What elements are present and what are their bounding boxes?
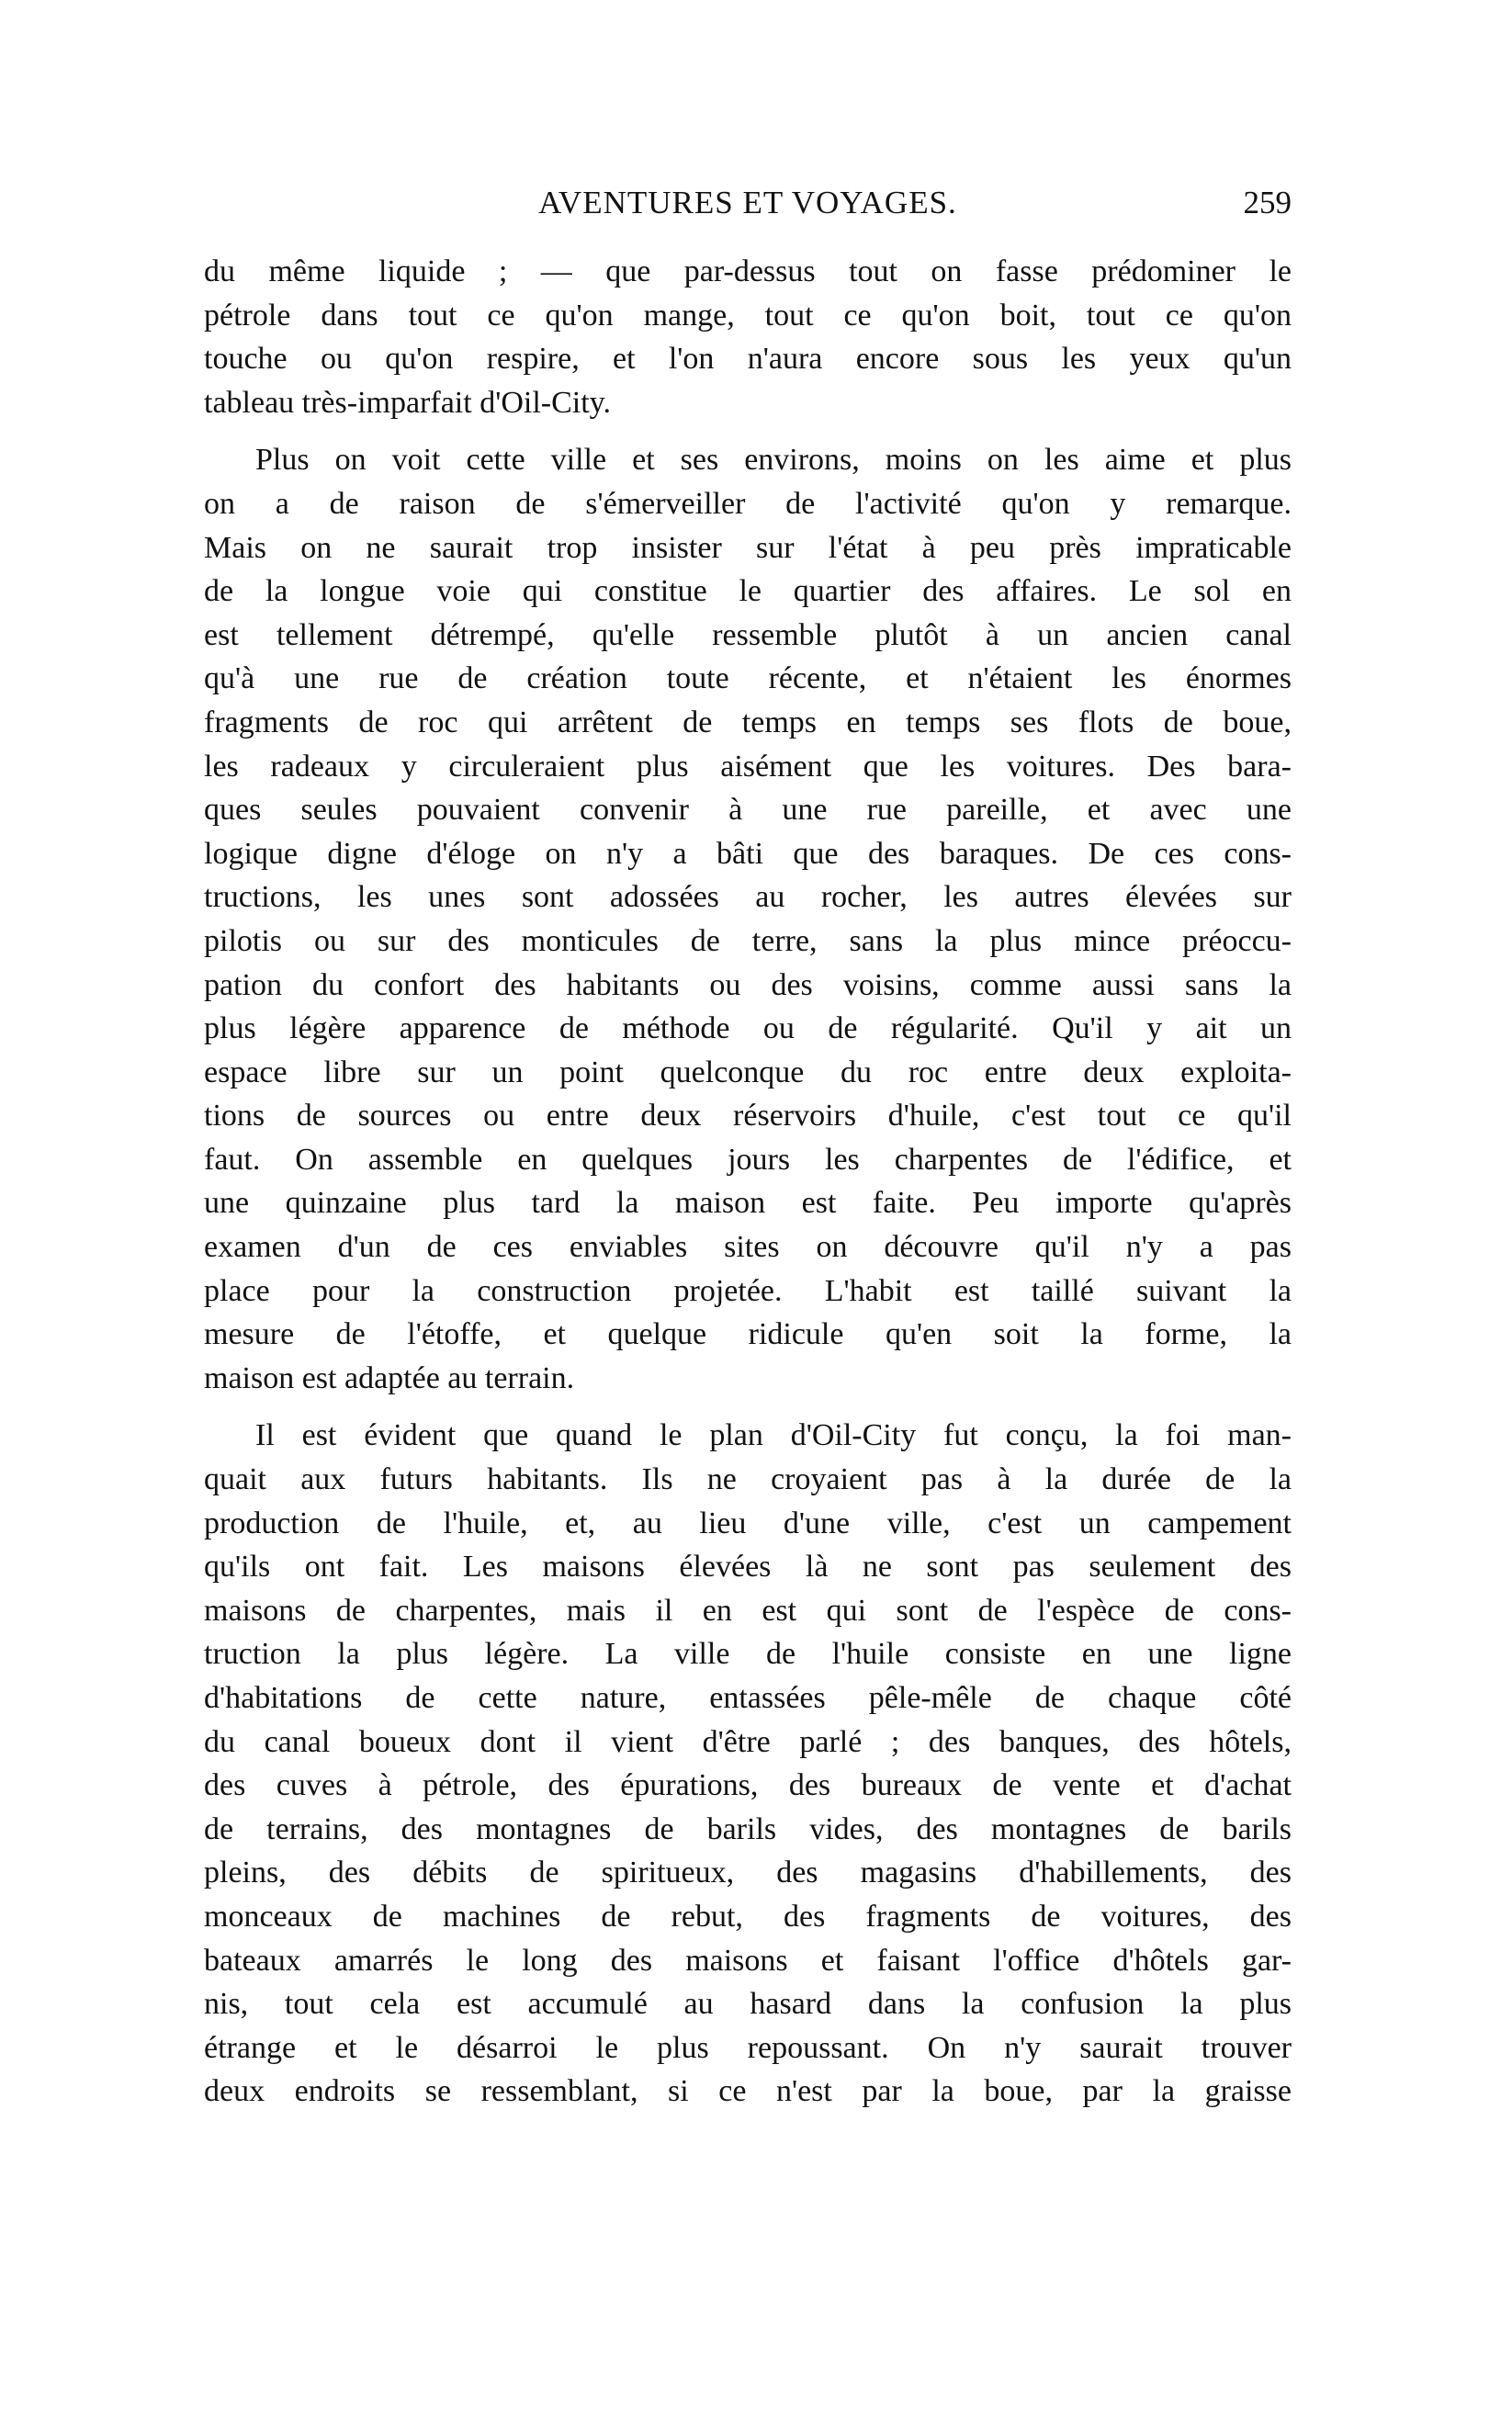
text-line: place pour la construction projetée. L'habit est taillé suivant la [204,1273,1292,1308]
text-line: deux endroits se ressemblant, si ce n'est par la boue, par la graisse [204,2074,1292,2109]
text-line: quait aux futurs habitants. Ils ne croyaient pas à la durée de la [204,1462,1292,1497]
paragraph-gap [204,1400,1292,1414]
page-header [204,180,1292,226]
paragraph [204,250,1292,424]
text-line: tions de sources ou entre deux réservoirs d'huile, c'est tout ce qu'il [204,1099,1292,1134]
text-line: du canal boueux dont il vient d'être parlé ; des banques, des hôtels, [204,1724,1292,1759]
text-line: monceaux de machines de rebut, des fragments de voitures, des [204,1899,1292,1934]
text-line: pilotis ou sur des monticules de terre, sans la plus mince préoccu- [204,923,1292,958]
text-line: pleins, des débits de spiritueux, des magasins d'habillements, des [204,1856,1292,1890]
text-line: Mais on ne saurait trop insister sur l'état à peu près impraticable [204,530,1292,565]
text-line: on a de raison de s'émerveiller de l'activité qu'on y remarque. [204,486,1292,521]
text-line: de la longue voie qui constitue le quartier des affaires. Le sol en [204,574,1292,609]
text-line: pétrole dans tout ce qu'on mange, tout ce qu'on boit, tout ce qu'on [204,298,1292,333]
text-line: de terrains, des montagnes de barils vides, des montagnes de barils [204,1811,1292,1846]
text-line: tructions, les unes sont adossées au rocher, les autres élevées sur [204,880,1292,915]
text-line: maisons de charpentes, mais il en est qui sont de l'espèce de cons- [204,1593,1292,1628]
text-line: production de l'huile, et, au lieu d'une ville, c'est un campement [204,1506,1292,1540]
text-line: ques seules pouvaient convenir à une rue pareille, et avec une [204,793,1292,828]
text-line: espace libre sur un point quelconque du roc entre deux exploita- [204,1055,1292,1089]
text-line: d'habitations de cette nature, entassées pêle-mêle de chaque côté [204,1681,1292,1715]
text-line: tableau très-imparfait d'Oil-City. [204,385,611,420]
text-line: les radeaux y circuleraient plus aisément que les voitures. Des bara- [204,749,1292,784]
text-line: maison est adaptée au terrain. [204,1360,575,1395]
text-line: plus légère apparence de méthode ou de régularité. Qu'il y ait un [204,1011,1292,1046]
text-line: Plus on voit cette ville et ses environs, moins on les aime et plus [255,443,1292,478]
paragraph [204,1414,1292,2114]
text-line: faut. On assemble en quelques jours les charpentes de l'édifice, et [204,1142,1292,1177]
text-line: des cuves à pétrole, des épurations, des bureaux de vente et d'achat [204,1768,1292,1803]
text-line: est tellement détrempé, qu'elle ressemble plutôt à un ancien canal [204,617,1292,652]
text-line: touche ou qu'on respire, et l'on n'aura encore sous les yeux qu'un [204,342,1292,377]
text-line: nis, tout cela est accumulé au hasard dans la confusion la plus [204,1987,1292,2022]
body-text [204,250,1292,2114]
text-line: étrange et le désarroi le plus repoussant. On n'y saurait trouver [204,2030,1292,2065]
paragraph-gap [204,424,1292,438]
paragraph [204,438,1292,1400]
text-line: pation du confort des habitants ou des voisins, comme aussi sans la [204,967,1292,1002]
text-line: mesure de l'étoffe, et quelque ridicule qu'en soit la forme, la [204,1317,1292,1352]
text-line: du même liquide ; — que par-dessus tout on fasse prédominer le [204,254,1292,288]
text-line: bateaux amarrés le long des maisons et faisant l'office d'hôtels gar- [204,1943,1292,1978]
text-line: qu'ils ont fait. Les maisons élevées là ne sont pas seulement des [204,1550,1292,1585]
page-number: 259 [1243,185,1292,220]
running-title: AVENTURES ET VOYAGES. [538,185,957,220]
text-line: examen d'un de ces enviables sites on découvre qu'il n'y a pas [204,1230,1292,1265]
text-line: une quinzaine plus tard la maison est faite. Peu importe qu'après [204,1186,1292,1221]
text-line: logique digne d'éloge on n'y a bâti que des baraques. De ces cons- [204,836,1292,871]
text-line: Il est évident que quand le plan d'Oil-City fut conçu, la foi man- [255,1418,1292,1453]
text-line: qu'à une rue de création toute récente, et n'étaient les énormes [204,661,1292,696]
text-line: fragments de roc qui arrêtent de temps en temps ses flots de boue, [204,705,1292,739]
text-line: truction la plus légère. La ville de l'huile consiste en une ligne [204,1637,1292,1672]
